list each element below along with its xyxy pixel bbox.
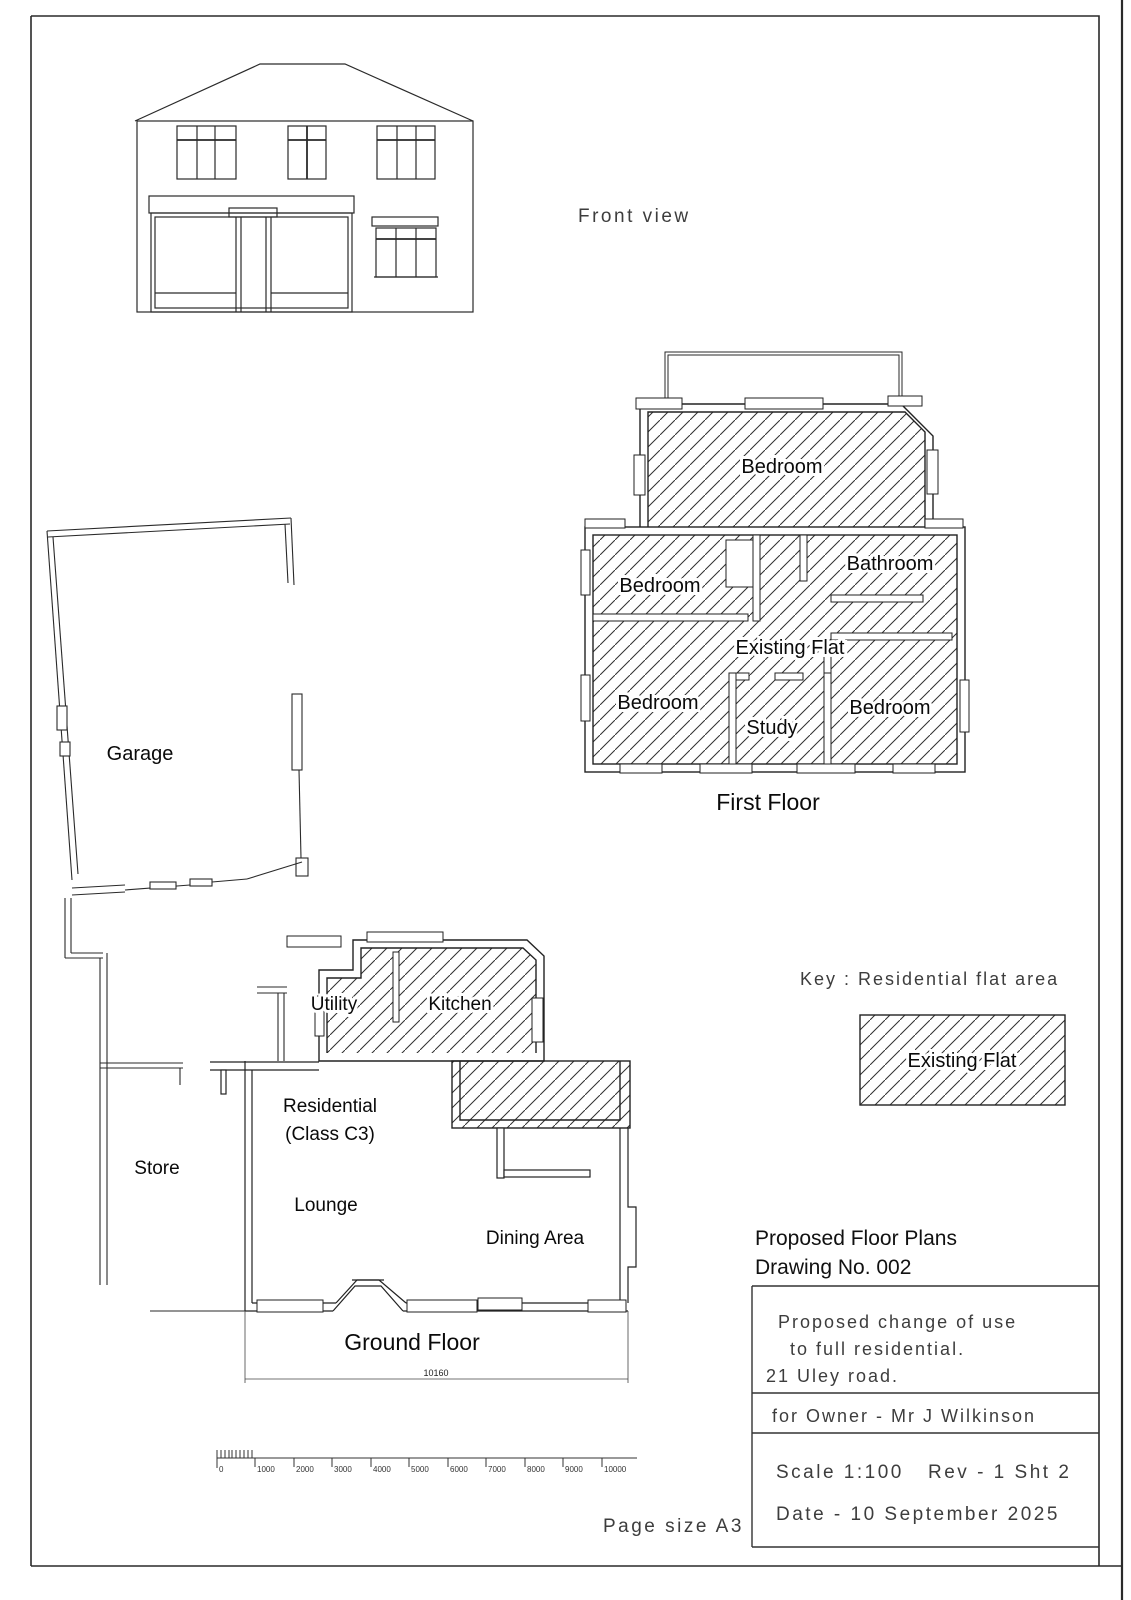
- room-label-garage: Garage: [106, 743, 174, 765]
- room-label-lounge: Lounge: [294, 1195, 358, 1216]
- page-border: [31, 0, 1123, 1600]
- title-block-desc-line2: to full residential.: [790, 1339, 966, 1359]
- key-legend: [800, 969, 1065, 1105]
- scale-tick-5000: 5000: [411, 1465, 429, 1474]
- scale-tick-2000: 2000: [296, 1465, 314, 1474]
- title-block-owner: for Owner - Mr J Wilkinson: [772, 1406, 1037, 1426]
- room-label-kitchen: Kitchen: [428, 994, 492, 1015]
- first-floor-plan: [581, 352, 969, 815]
- title-block-date: Date - 10 September 2025: [776, 1504, 1060, 1525]
- room-label-study: Study: [746, 717, 798, 739]
- scale-tick-4000: 4000: [373, 1465, 391, 1474]
- room-label-existing-flat: Existing Flat: [735, 637, 845, 659]
- room-label-dining: Dining Area: [485, 1228, 585, 1249]
- label-residential-line2: (Class C3): [285, 1124, 375, 1145]
- ground-floor-plan: [100, 932, 636, 1383]
- room-label-bedroom-mid-left: Bedroom: [619, 575, 701, 597]
- label-residential-line1: Residential: [283, 1096, 377, 1117]
- front-elevation: [135, 64, 473, 312]
- scale-tick-10000: 10000: [604, 1465, 627, 1474]
- ground-floor-caption: Ground Floor: [344, 1329, 480, 1355]
- room-label-bedroom-bottom-right: Bedroom: [849, 697, 931, 719]
- key-swatch-label: Existing Flat: [907, 1050, 1017, 1072]
- title-block-desc-line3: 21 Uley road.: [766, 1366, 900, 1386]
- title-block: [752, 1227, 1099, 1547]
- scale-tick-7000: 7000: [488, 1465, 506, 1474]
- room-label-bathroom: Bathroom: [846, 553, 934, 575]
- title-block-title: Proposed Floor Plans: [755, 1227, 957, 1250]
- front-view-label: Front view: [578, 206, 691, 227]
- room-label-bedroom-top: Bedroom: [741, 456, 823, 478]
- room-label-utility: Utility: [310, 994, 358, 1015]
- title-block-scale: Scale 1:100: [776, 1462, 904, 1483]
- title-block-revision: Rev - 1 Sht 2: [928, 1462, 1072, 1483]
- scale-tick-6000: 6000: [450, 1465, 468, 1474]
- key-title: Key : Residential flat area: [800, 969, 1060, 989]
- scale-tick-0: 0: [219, 1465, 224, 1474]
- room-label-bedroom-bottom-left: Bedroom: [617, 692, 699, 714]
- first-floor-caption: First Floor: [716, 789, 820, 815]
- title-block-desc-line1: Proposed change of use: [778, 1312, 1018, 1332]
- scale-tick-8000: 8000: [527, 1465, 545, 1474]
- page-size-label: Page size A3: [603, 1516, 744, 1537]
- scale-tick-1000: 1000: [257, 1465, 275, 1474]
- title-block-drawing-no: Drawing No. 002: [755, 1256, 912, 1279]
- room-label-store: Store: [134, 1158, 180, 1179]
- ground-floor-dimension: 10160: [423, 1368, 449, 1378]
- scale-tick-9000: 9000: [565, 1465, 583, 1474]
- scale-bar: [217, 1450, 637, 1474]
- scale-tick-3000: 3000: [334, 1465, 352, 1474]
